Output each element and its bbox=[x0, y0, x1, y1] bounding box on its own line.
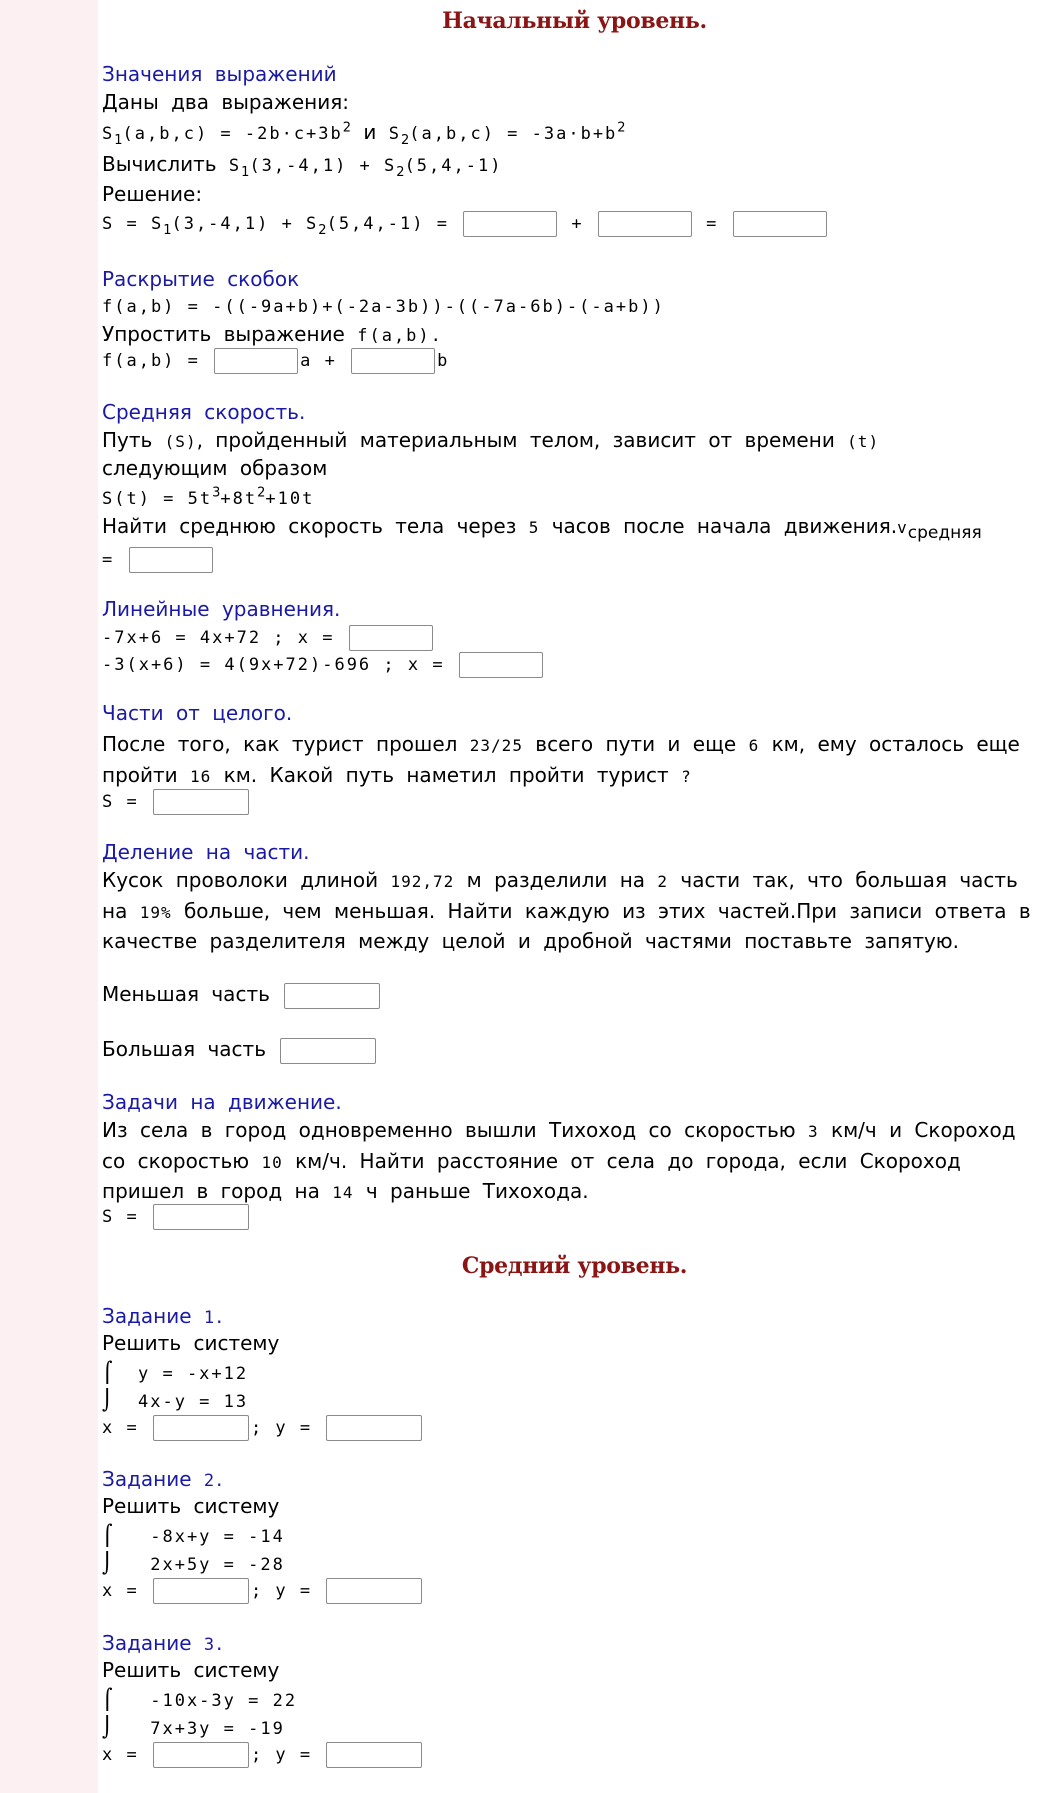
tourist-distance-input[interactable] bbox=[153, 789, 249, 815]
middle-level-title: Средний уровень. bbox=[461, 1253, 688, 1279]
task-2-answer-row: x = ; y = bbox=[102, 1577, 424, 1604]
sum-value-input[interactable] bbox=[733, 211, 827, 237]
section-title-brackets: Раскрытие скобок bbox=[102, 267, 300, 291]
section-title-motion: Задачи на движение. bbox=[102, 1090, 342, 1114]
motion-text: Из села в город одновременно вышли Тихоход со скоростью 3 км/ч и Скороход со скоростью 10 км/ч. Найти расстояние от села до города, если Скороход пришел в город на 14 ч раньше Тихохода. bbox=[102, 1118, 1016, 1203]
linear-x1-input[interactable] bbox=[349, 625, 433, 651]
coef-a-input[interactable] bbox=[214, 348, 298, 374]
left-margin bbox=[0, 0, 98, 1793]
avg-speed-text-2: следующим образом bbox=[102, 456, 328, 480]
brace-top-icon: ⌠ bbox=[102, 1360, 113, 1384]
brace-bottom-icon: ⌡ bbox=[102, 1715, 113, 1739]
avg-speed-text-1: Путь (S), пройденный материальным телом, зависит от времени (t) bbox=[102, 428, 880, 452]
avg-speed-formula: $S(t) = 5t^3+8t^2+10t$ bbox=[102, 485, 315, 509]
task-1-instruction: Решить систему bbox=[102, 1331, 280, 1355]
task-2-eq-2: ⌡ 2x+5y = -28 bbox=[102, 1551, 285, 1575]
section-title-division: Деление на части. bbox=[102, 840, 310, 864]
task-3-instruction: Решить систему bbox=[102, 1658, 280, 1682]
s1-value-input[interactable] bbox=[463, 211, 557, 237]
division-smaller-row: Меньшая часть bbox=[102, 982, 382, 1009]
avg-speed-input[interactable] bbox=[129, 547, 213, 573]
brackets-answer-row: f(a,b) = a + b bbox=[102, 347, 449, 374]
section-title-linear: Линейные уравнения. bbox=[102, 597, 341, 621]
smaller-part-input[interactable] bbox=[284, 983, 380, 1009]
brackets-expression: f(a,b) = -((-9a+b)+(-2a-3b))-((-7a-6b)-(-a+b)) bbox=[102, 297, 665, 317]
section-title-parts-of-whole: Части от целого. bbox=[102, 701, 293, 725]
task-1-eq-1: ⌠ y = -x+12 bbox=[102, 1360, 249, 1384]
task-3-eq-2: ⌡ 7x+3y = -19 bbox=[102, 1715, 285, 1739]
task-1-eq-2: ⌡ 4x-y = 13 bbox=[102, 1388, 249, 1412]
task-2-eq-1: ⌠ -8x+y = -14 bbox=[102, 1523, 285, 1547]
linear-eq-1: -7x+6 = 4x+72 ; x = bbox=[102, 624, 435, 651]
task-1-title: Задание 1. bbox=[102, 1304, 225, 1328]
task-2-x-input[interactable] bbox=[153, 1578, 249, 1604]
section-title-avg-speed: Средняя скорость. bbox=[102, 400, 306, 424]
s2-value-input[interactable] bbox=[598, 211, 692, 237]
task-3-y-input[interactable] bbox=[326, 1742, 422, 1768]
basic-level-title: Начальный уровень. bbox=[442, 8, 707, 34]
task-2-instruction: Решить систему bbox=[102, 1494, 280, 1518]
parts-of-whole-answer-row: S = bbox=[102, 788, 251, 815]
motion-distance-input[interactable] bbox=[153, 1204, 249, 1230]
division-text: Кусок проволоки длиной 192,72 м разделили на 2 части так, что большая часть на 19% больше, чем меньшая. Найти каждую из этих частей.При записи ответа в качестве разделителя между целой и дробной частями поставьте запятую. bbox=[102, 868, 1031, 953]
larger-part-input[interactable] bbox=[280, 1038, 376, 1064]
task-2-title: Задание 2. bbox=[102, 1467, 225, 1491]
expressions-solution-label: Решение: bbox=[102, 182, 203, 206]
expressions-definitions: $S_1(a,b,c) = -2b\cdot c+3b^2$ и $S_2(a,b,c) = -3a\cdot b+b^2$ bbox=[102, 120, 626, 148]
task-1-x-input[interactable] bbox=[153, 1415, 249, 1441]
division-larger-row: Большая часть bbox=[102, 1037, 378, 1064]
motion-answer-row: S = bbox=[102, 1203, 251, 1230]
task-1-answer-row: x = ; y = bbox=[102, 1414, 424, 1441]
task-3-x-input[interactable] bbox=[153, 1742, 249, 1768]
expressions-compute: Вычислить $S_1(3,-4,1) + S_2(5,4,-1)$ bbox=[102, 152, 503, 180]
task-2-y-input[interactable] bbox=[326, 1578, 422, 1604]
avg-speed-answer-row: = bbox=[102, 546, 215, 573]
brace-top-icon: ⌠ bbox=[102, 1523, 113, 1547]
task-3-eq-1: ⌠ -10x-3y = 22 bbox=[102, 1687, 298, 1711]
expressions-solution-row: $S = S_1(3,-4,1) + S_2(5,4,-1)$ = + = bbox=[102, 210, 829, 238]
parts-of-whole-text: После того, как турист прошел 23/25 всего пути и еще 6 км, ему осталось еще пройти 16 км. Какой путь наметил пройти турист ? bbox=[102, 732, 1020, 787]
linear-x2-input[interactable] bbox=[459, 652, 543, 678]
task-3-answer-row: x = ; y = bbox=[102, 1741, 424, 1768]
brackets-task: Упростить выражение f(a,b). bbox=[102, 322, 443, 346]
linear-eq-2: -3(x+6) = 4(9x+72)-696 ; x = bbox=[102, 651, 545, 678]
expressions-intro: Даны два выражения: bbox=[102, 90, 350, 114]
brace-bottom-icon: ⌡ bbox=[102, 1388, 113, 1412]
avg-speed-question: Найти среднюю скорость тела через 5 часов после начала $движения.v_{средняя}$ bbox=[102, 514, 982, 543]
task-3-title: Задание 3. bbox=[102, 1631, 225, 1655]
coef-b-input[interactable] bbox=[351, 348, 435, 374]
task-1-y-input[interactable] bbox=[326, 1415, 422, 1441]
brace-bottom-icon: ⌡ bbox=[102, 1551, 113, 1575]
section-title-expressions: Значения выражений bbox=[102, 62, 337, 86]
brace-top-icon: ⌠ bbox=[102, 1687, 113, 1711]
